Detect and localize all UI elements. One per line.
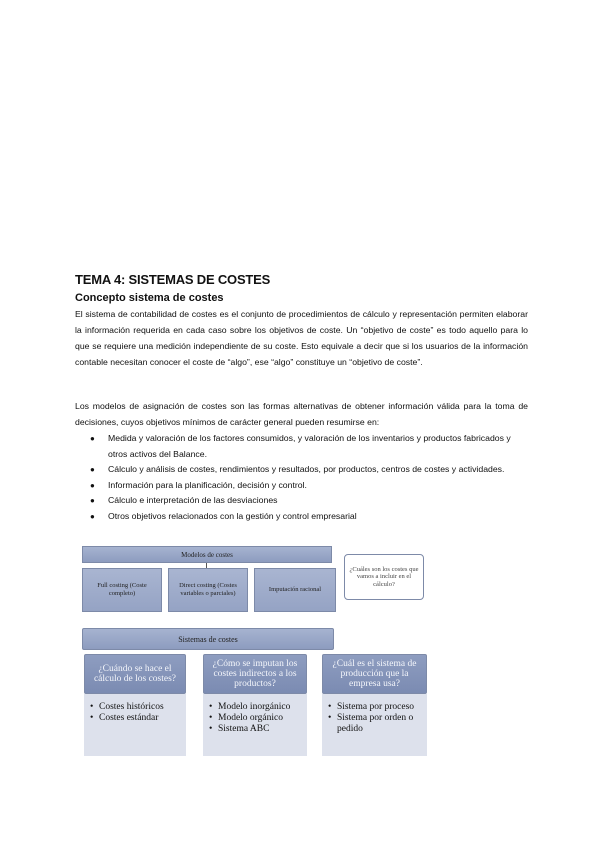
- bullet-icon: ●: [90, 465, 95, 475]
- column-body-which: [322, 694, 427, 756]
- section-title: Concepto sistema de costes: [75, 292, 224, 304]
- column-body-when: [84, 694, 186, 756]
- paragraph-models: Los modelos de asignación de costes son las formas alternativas de obtener información válida para la toma de decisiones, cuyos objetivos mínimos de carácter general pueden resumirse en:: [75, 401, 528, 427]
- list-item: • Costes estándar: [90, 713, 164, 724]
- bullet-icon: ●: [90, 434, 95, 443]
- bullet-icon: ●: [90, 496, 95, 506]
- list-item: ● Cálculo y análisis de costes, rendimientos y resultados, por productos, centros de costes y actividades.: [90, 462, 530, 478]
- list-item: • Sistema por orden o pedido: [328, 713, 421, 735]
- list-item: • Sistema ABC: [209, 724, 290, 735]
- objectives-list: [90, 431, 530, 525]
- column-question-when: ¿Cuándo se hace el cálculo de los costes?: [84, 654, 186, 694]
- list-item: • Modelo orgánico: [209, 713, 290, 724]
- list-item: ● Otros objetivos relacionados con la gestión y control empresarial: [90, 509, 530, 525]
- systems-header: Sistemas de costes: [82, 628, 334, 650]
- cost-systems-diagram: [82, 546, 432, 756]
- model-direct-costing: Direct costing (Costes variables o parciales): [168, 568, 248, 612]
- list-item: • Sistema por proceso: [328, 702, 421, 713]
- list-item: ● Cálculo e interpretación de las desviaciones: [90, 493, 530, 509]
- page-title: TEMA 4: SISTEMAS DE COSTES: [75, 272, 271, 287]
- column-question-how: ¿Cómo se imputan los costes indirectos a los productos?: [203, 654, 307, 694]
- model-full-costing: Full costing (Coste completo): [82, 568, 162, 612]
- bullet-icon: ●: [90, 480, 95, 490]
- column-question-which: ¿Cuál es el sistema de producción que la empresa usa?: [322, 654, 427, 694]
- list-item: • Costes históricos: [90, 702, 164, 713]
- list-item: ● Medida y valoración de los factores consumidos, y valoración de los inventarios y productos fabricados y otros activos del Balance.: [90, 433, 511, 459]
- bullet-icon: ●: [90, 511, 95, 521]
- list-item: ● Información para la planificación, decisión y control.: [90, 478, 530, 494]
- models-header: Modelos de costes: [82, 546, 332, 563]
- models-note: ¿Cuáles son los costes que vamos a incluir en el cálculo?: [344, 554, 424, 600]
- column-body-how: [203, 694, 307, 756]
- paragraph-definition: El sistema de contabilidad de costes es el conjunto de procedimientos de cálculo y representación permiten elaborar la información requerida en cada caso sobre los objetivos de coste. Un “objetivo de coste” es todo aquello para lo que se requiere una medición independiente de su coste. Esto equivale a decir que si los usuarios de la información contable necesitan conocer el coste de “algo”, ese “algo” constituye un “objetivo de coste”.: [75, 309, 528, 367]
- model-imputacion-racional: Imputación racional: [254, 568, 336, 612]
- list-item: • Modelo inorgánico: [209, 702, 290, 713]
